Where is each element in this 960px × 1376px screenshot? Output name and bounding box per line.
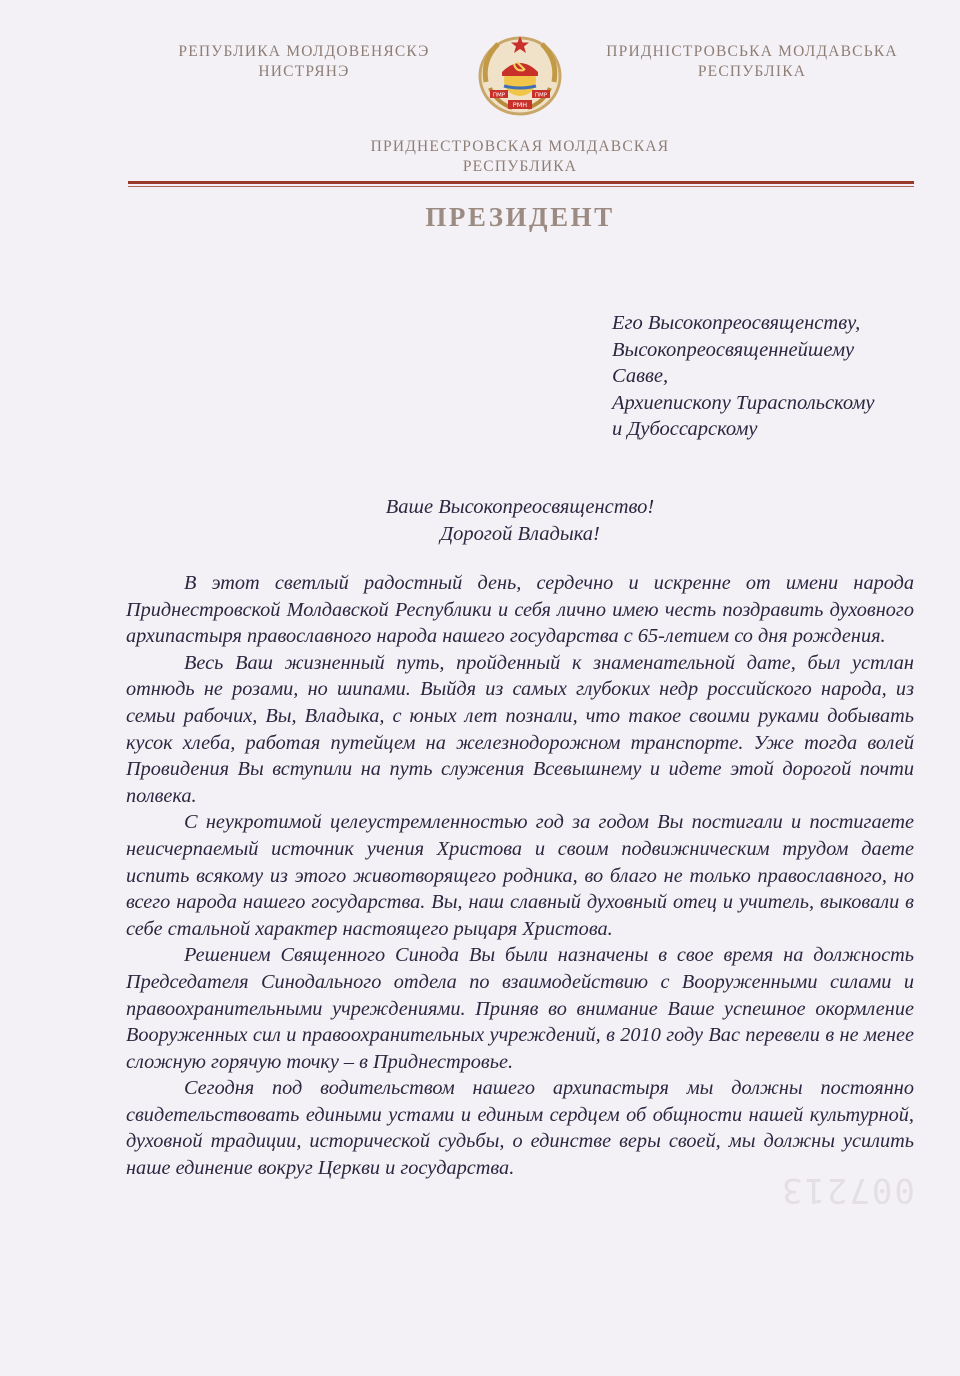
addressee-line: Савве, xyxy=(612,365,669,387)
addressee-line: Его Высокопреосвященству, xyxy=(612,312,861,334)
emblem-ribbon-left: ПМР xyxy=(492,92,506,99)
letterhead-ukrainian-line2: РЕСПУБЛІКА xyxy=(697,63,807,80)
addressee-line: Архиепископу Тираспольскому xyxy=(612,391,875,414)
form-serial-number: 007213 xyxy=(780,1170,915,1210)
letterhead-moldovan-line1: РЕПУБЛИКА МОЛДОВЕНЯСКЭ xyxy=(178,43,430,60)
salutation xyxy=(280,494,760,547)
letter-body xyxy=(126,570,914,1182)
letterhead-russian xyxy=(320,137,720,177)
addressee-line: Высокопреосвященнейшему xyxy=(612,338,855,361)
body-paragraph: В этот светлый радостный день, сердечно и искренне от имени народа Приднестровской Молдавской Республики и себя лично имею честь поздравить духовного архипастыря православного народа нашего государства с 65-летием со дня рождения. xyxy=(126,572,914,648)
coat-of-arms-emblem xyxy=(476,30,564,118)
salutation-line1: Ваше Высокопреосвященство! xyxy=(385,496,655,518)
addressee-line: и Дубоссарскому xyxy=(612,418,758,440)
letterhead-ukrainian-line1: ПРИДНІСТРОВСЬКА МОЛДАВСЬКА xyxy=(606,43,898,60)
emblem-ribbon-bottom: РМН xyxy=(512,101,528,109)
body-paragraph: Весь Ваш жизненный путь, пройденный к знаменательной дате, был устлан отнюдь не розами, но шипами. Выйдя из самых глубоких недр российского народа, из семьи рабочих, Вы, Владыка, с юных лет познали, что такое своими руками добывать кусок хлеба, работая путейцем на железнодорожном транспорте. Уже тогда волей Провидения Вы вступили на путь служения Всевышнему и идете этой дорогой почти полвека. xyxy=(126,651,914,807)
letterhead-moldovan xyxy=(154,42,454,82)
body-paragraph: Сегодня под водительством нашего архипастыря мы должны постоянно свидетельствовать едиными устами и единым сердцем об общности нашей культурной, духовной традиции, исторической судьбы, о единстве веры своей, мы должны усилить наше единение вокруг Церкви и государства. xyxy=(126,1077,914,1180)
body-paragraph: Решением Священного Синода Вы были назначены в свое время на должность Председателя Синодального отдела по взаимодействию с Вооруженными силами и правоохранительными учреждениями. Приняв во внимание Ваше успешное окормление Вооруженных сил и правоохранительных учреждений, в 2010 году Вас перевели в не менее сложную горячую точку – в Приднестровье. xyxy=(126,944,914,1073)
letterhead-rule-thin xyxy=(128,186,914,187)
letterhead-russian-line1: ПРИДНЕСТРОВСКАЯ МОЛДАВСКАЯ xyxy=(370,138,670,155)
emblem-ribbon-right: ПМР xyxy=(534,92,548,99)
letterhead-moldovan-line2: НИСТРЯНЭ xyxy=(258,63,350,80)
addressee-block xyxy=(612,310,932,443)
document-title: ПРЕЗИДЕНТ xyxy=(425,202,615,232)
letterhead-russian-line2: РЕСПУБЛИКА xyxy=(462,158,578,175)
letterhead-rule xyxy=(128,181,914,184)
salutation-line2: Дорогой Владыка! xyxy=(440,522,600,545)
body-paragraph: С неукротимой целеустремленностью год за годом Вы постигали и постигаете неисчерпаемый источник учения Христова и своим подвижническим трудом даете испить всякому из этого животворящего родника, во благо не только православного, но всего народа нашего государства. Вы, наш славный духовный отец и учитель, выковали в себе стальной характер настоящего рыцаря Христова. xyxy=(126,811,914,940)
letterhead-ukrainian xyxy=(602,42,902,82)
